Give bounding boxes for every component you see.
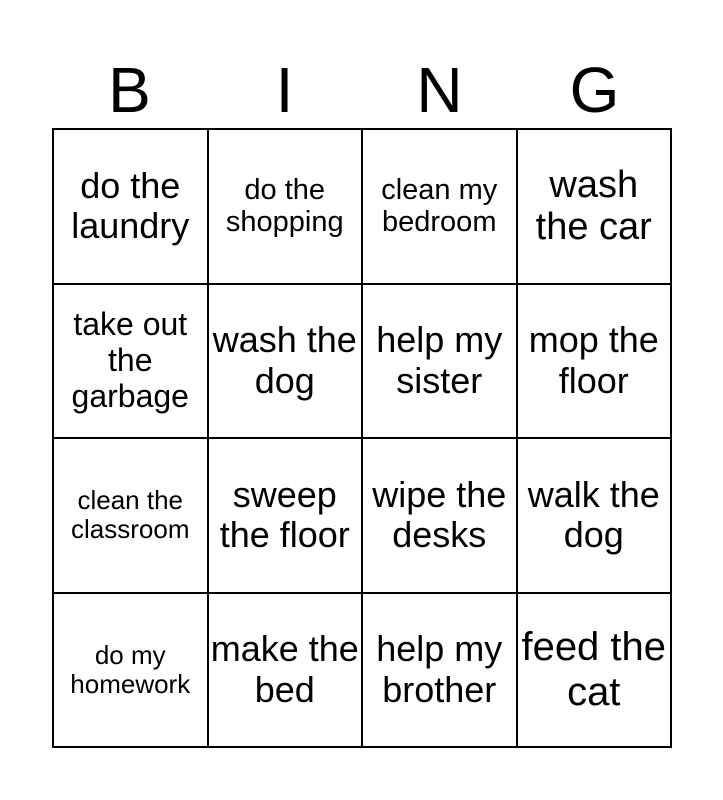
bingo-cell-label: sweep the floor [219,473,350,556]
header-letter-i: I [275,54,294,126]
bingo-header [52,52,672,128]
bingo-cell-label: make the bed [210,628,359,710]
bingo-cell[interactable] [209,439,364,594]
bingo-cell[interactable] [54,439,209,594]
bingo-cell[interactable] [363,439,518,594]
header-letter-g: G [569,54,620,126]
bingo-cell-label: do the laundry [71,164,190,247]
bingo-cell-label: clean the classroom [71,485,190,545]
bingo-cell-label: walk the dog [527,473,660,556]
bingo-cell-label: clean my bedroom [381,173,498,239]
bingo-cell-label: help my brother [376,628,503,710]
bingo-cell[interactable] [363,594,518,749]
bingo-cell-label: wash the dog [212,319,357,401]
bingo-cell[interactable] [54,130,209,285]
bingo-cell-label: feed the cat [521,624,667,714]
bingo-cell[interactable] [363,130,518,285]
bingo-cell[interactable] [209,594,364,749]
bingo-cell[interactable] [363,285,518,440]
bingo-cell[interactable] [209,285,364,440]
bingo-cell[interactable] [518,285,673,440]
bingo-cell[interactable] [209,130,364,285]
bingo-cell[interactable] [518,439,673,594]
bingo-cell-label: do the shopping [225,173,344,239]
bingo-cell-label: help my sister [376,319,503,401]
header-letter-n: N [416,54,463,126]
bingo-cell[interactable] [54,285,209,440]
bingo-cell-label: take out the garbage [71,306,189,414]
bingo-cell[interactable] [518,130,673,285]
bingo-cell[interactable] [54,594,209,749]
bingo-cell[interactable] [518,594,673,749]
bingo-cell-label: wipe the desks [372,473,507,556]
header-letter-b: B [108,54,151,126]
bingo-board [52,128,672,748]
bingo-cell-label: wash the car [535,163,652,249]
bingo-cell-label: do my homework [70,639,191,699]
bingo-cell-label: mop the floor [528,319,659,401]
